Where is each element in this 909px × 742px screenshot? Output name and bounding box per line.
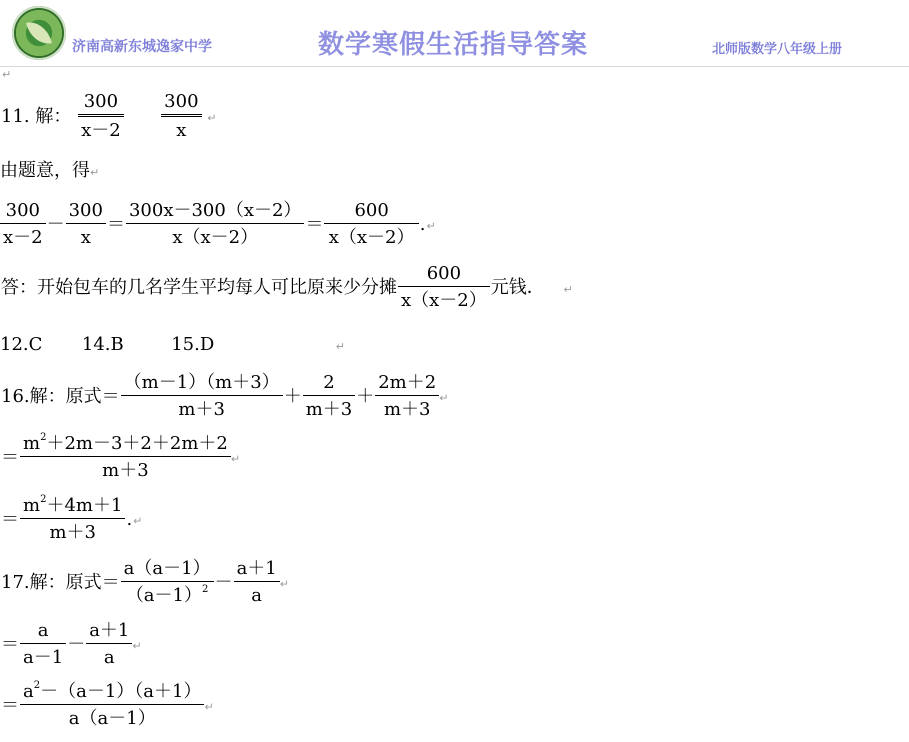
- q11-conclusion: 答：开始包车的几名学生平均每人可比原来少分摊 $\frac{600}{x(x-2)}$ 元钱． ↵: [1, 263, 573, 311]
- fraction: $\frac{a^2-(a-1)(a+1)}{a(a-1)}$: [20, 683, 204, 728]
- paragraph-mark-icon: ↵: [2, 68, 12, 81]
- answer-14: 14.B: [81, 334, 124, 355]
- q11-equation: $\frac{300}{x-2}$ － $\frac{300}{x}$ ＝ $\frac{300x-300(x-2)}{x(x-2)}$ ＝ $\frac{600}{x(x-2)}$ .↵: [0, 202, 436, 247]
- fraction: $\frac{a}{a-1}$: [20, 622, 66, 667]
- fraction: $\frac{300}{x-2}$: [0, 202, 46, 247]
- fraction: $\frac{300x-300(x-2)}{x(x-2)}$: [126, 202, 304, 247]
- paragraph-mark-icon: ↵: [335, 340, 345, 353]
- fraction: $\frac{300}{x}$: [66, 202, 106, 247]
- paragraph-mark-icon: ↵: [563, 282, 573, 296]
- q11-label: 11. 解：: [1, 105, 72, 127]
- fraction: $\frac{(m-1)(m+3)}{m+3}$: [121, 374, 283, 419]
- fraction: $\frac{2m+2}{m+3}$: [375, 374, 439, 419]
- q17-line-2: ＝ $\frac{a}{a-1}$ － $\frac{a+1}{a}$ ↵: [1, 620, 142, 668]
- paragraph-mark-icon: ↵: [230, 452, 241, 466]
- q11-answer-line: [0, 93, 216, 140]
- q17-line-3: ＝ $\frac{a^2-(a-1)(a+1)}{a(a-1)}$ ↵: [1, 680, 214, 729]
- q17-line-1: 17.解：原式＝ $\frac{a(a-1)}{(a-1)^2}$ － $\frac{a+1}{a}$ ↵: [1, 558, 289, 606]
- paragraph-mark-icon: ↵: [204, 700, 214, 714]
- page-header: [0, 0, 909, 72]
- edition-label: 北师版数学八年级上册: [712, 42, 843, 57]
- paragraph-mark-icon: ↵: [133, 514, 143, 528]
- fraction: $\frac{a+1}{a}$: [86, 622, 132, 667]
- answer-15: 15.D: [171, 334, 215, 355]
- paragraph-mark-icon: ↵: [426, 219, 436, 233]
- fraction: $\frac{300}{x}$: [161, 93, 201, 140]
- paragraph-mark-icon: ↵: [90, 166, 100, 179]
- fraction: $\frac{600}{x(x-2)}$: [398, 265, 490, 310]
- paragraph-mark-icon: ↵: [207, 111, 217, 125]
- answer-12: 12.C: [0, 334, 43, 355]
- fraction: $\frac{600}{x(x-2)}$: [324, 202, 418, 247]
- q11-condition-text: 由题意，得↵: [0, 160, 100, 181]
- q17-label: 17.解：原式＝: [1, 571, 120, 593]
- fraction: $\frac{a+1}{a}$: [234, 560, 280, 605]
- school-logo-icon: [12, 6, 66, 60]
- paragraph-mark-icon: ↵: [439, 391, 449, 405]
- choice-answers: [0, 336, 345, 354]
- paragraph-mark-icon: ↵: [132, 639, 142, 653]
- fraction: $\frac{300}{x-2}$: [78, 93, 124, 140]
- fraction: $\frac{m^2+4m+1}{m+3}$: [20, 497, 125, 542]
- q16-line-3: ＝ $\frac{m^2+4m+1}{m+3}$ .↵: [1, 494, 143, 543]
- fraction: $\frac{m^2+2m-3+2+2m+2}{m+3}$: [20, 435, 231, 480]
- q16-label: 16.解：原式＝: [1, 385, 120, 407]
- q16-line-1: 16.解：原式＝ $\frac{(m-1)(m+3)}{m+3}$ ＋ $\frac{2}{m+3}$ ＋ $\frac{2m+2}{m+3}$ ↵: [1, 372, 449, 420]
- header-divider: [0, 66, 909, 67]
- page-title: 数学寒假生活指导答案: [318, 30, 589, 60]
- fraction: $\frac{2}{m+3}$: [303, 374, 356, 419]
- paragraph-mark-icon: ↵: [279, 577, 289, 591]
- school-name: 济南高新东城逸家中学: [72, 39, 212, 55]
- fraction: $\frac{a(a-1)}{(a-1)^2}$: [121, 560, 214, 605]
- q16-line-2: ＝ $\frac{m^2+2m-3+2+2m+2}{m+3}$ ↵: [1, 432, 241, 481]
